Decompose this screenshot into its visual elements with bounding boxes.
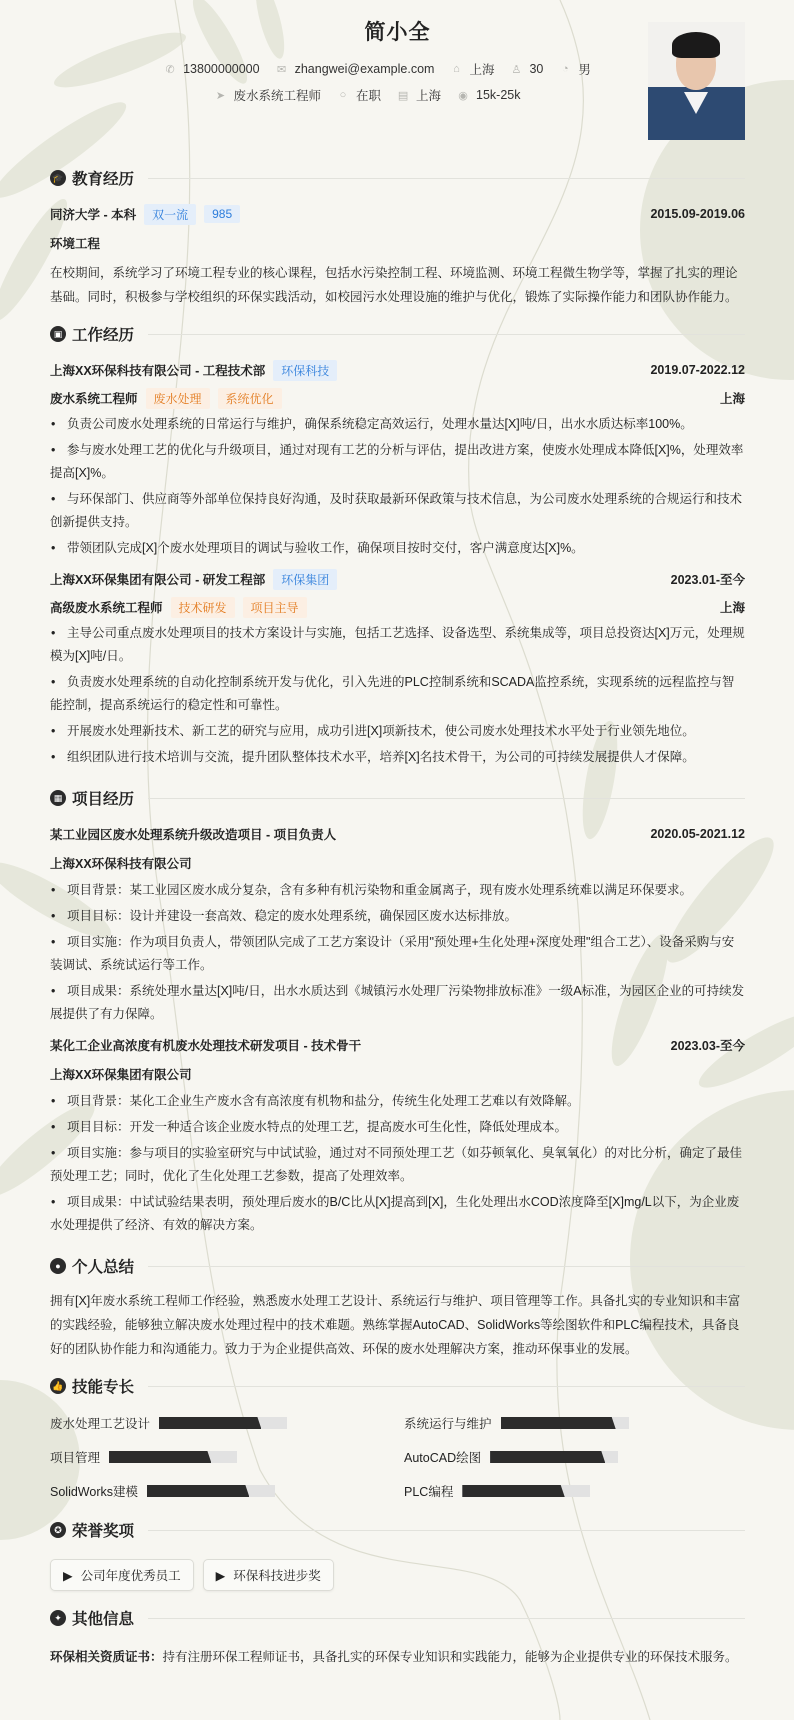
role-tag: 技术研发 (171, 597, 235, 618)
bullet-item: • 开展废水处理新技术、新工艺的研究与应用，成功引进[X]项新技术，使公司废水处理技术水平处于行业领先地位。 (50, 720, 745, 743)
project-company: 上海XX环保集团有限公司 (50, 1068, 192, 1082)
role-tag: 项目主导 (243, 597, 307, 618)
award-label: 公司年度优秀员工 (80, 1569, 181, 1583)
award-item[interactable] (203, 1559, 334, 1591)
work-date: 2023.01-至今 (670, 573, 745, 587)
gender-info (559, 60, 591, 78)
bullet-item: • 项目成果：系统处理水量达[X]吨/日，出水水质达到《城镇污水处理厂污染物排放标准》一级A标准，为园区企业的可持续发展提供了有力保障。 (50, 980, 745, 1026)
bullet-item: • 组织团队进行技术培训与交流，提升团队整体技术水平，培养[X]名技术骨干，为公司的可持续发展提供人才保障。 (50, 746, 745, 769)
city-text: 上海 (416, 89, 442, 103)
education-description: 在校期间，系统学习了环境工程专业的核心课程，包括水污染控制工程、环境监测、环境工程微生物学等，掌握了扎实的理论基础。同时，积极参与学校组织的环保实践活动，如校园污水处理设施的维护与优化，锻炼了实际操作能力和团队协作能力。 (50, 266, 738, 304)
company-tag: 环保科技 (273, 360, 337, 381)
section-summary (50, 1253, 745, 1279)
skill-level-fill (462, 1485, 564, 1497)
contact-row (50, 60, 745, 78)
bullet-item: • 参与废水处理工艺的优化与升级项目，通过对现有工艺的分析与评估，提出改进方案，使废水处理成本降低[X]%，处理效率提高[X]%。 (50, 439, 745, 485)
status-text: 在职 (356, 89, 382, 103)
skill-level-bar (109, 1451, 237, 1463)
company-name: 上海XX环保集团有限公司 - 研发工程部 (50, 573, 266, 587)
resume-header (50, 0, 745, 165)
section-work (50, 321, 745, 347)
education-date: 2015.09-2019.06 (650, 207, 745, 221)
skill-level-bar (159, 1417, 287, 1429)
skill-level-fill (490, 1451, 605, 1463)
skill-name: 项目管理 (50, 1451, 101, 1465)
bullet-item: • 项目目标：设计并建设一套高效、稳定的废水处理系统，确保园区废水达标排放。 (50, 905, 745, 928)
skill-item (404, 1447, 745, 1467)
salary-info (457, 86, 520, 104)
phone-info (164, 60, 259, 78)
building-icon: ▤ (397, 89, 409, 102)
money-icon: ◉ (458, 89, 468, 102)
skill-level-bar (501, 1417, 629, 1429)
skill-name: PLC编程 (404, 1485, 454, 1499)
section-education (50, 165, 745, 191)
other-info (50, 1645, 745, 1669)
skill-item (50, 1413, 404, 1433)
skill-item (404, 1481, 745, 1501)
skill-level-bar (490, 1451, 618, 1463)
age-info (510, 60, 543, 78)
skill-level-fill (109, 1451, 211, 1463)
skill-name: 废水处理工艺设计 (50, 1417, 151, 1431)
email-info (276, 60, 435, 78)
send-icon: ➤ (215, 89, 226, 102)
section-title: 工作经历 (72, 327, 135, 344)
salary-text: 15k-25k (476, 88, 521, 102)
award-label: 环保科技进步奖 (233, 1569, 321, 1583)
skill-level-bar (147, 1485, 275, 1497)
gender-text: 男 (578, 63, 591, 77)
major: 环境工程 (50, 237, 101, 251)
project-bullets (50, 879, 745, 1026)
project-title: 某化工企业高浓度有机废水处理技术研发项目 - 技术骨干 (50, 1039, 362, 1053)
work-bullets (50, 622, 745, 769)
skill-level-fill (147, 1485, 249, 1497)
mail-icon: ✉ (276, 63, 287, 76)
project-item (50, 823, 745, 1026)
location-text: 上海 (469, 63, 495, 77)
section-awards (50, 1517, 745, 1543)
summary-text: 拥有[X]年废水系统工程师工作经验，熟悉废水处理工艺设计、系统运行与维护、项目管理等工作。具备扎实的专业知识和丰富的实践经验，能够独立解决废水处理过程中的技术难题。熟练掌握AutoCAD、SolidWorks等绘图软件和PLC编程技术，具备良好的团队协作能力和沟通能力。致力于为企业提供高效、环保的废水处理解决方案，推动环保事业的发展。 (50, 1294, 741, 1356)
work-item (50, 568, 745, 769)
bullet-item: • 项目背景：某工业园区废水成分复杂，含有多种有机污染物和重金属离子，现有废水处理系统难以满足环保要求。 (50, 879, 745, 902)
project-date: 2023.03-至今 (670, 1039, 745, 1053)
email-text: zhangwei@example.com (294, 62, 435, 76)
education-tag: 985 (204, 205, 240, 223)
section-other (50, 1605, 745, 1631)
skill-level-bar (462, 1485, 590, 1497)
education-row (50, 203, 745, 225)
info-icon: ✦ (50, 1610, 66, 1626)
company-name: 上海XX环保科技有限公司 - 工程技术部 (50, 364, 266, 378)
project-date: 2020.05-2021.12 (650, 827, 745, 841)
skill-item (50, 1481, 404, 1501)
thumbs-up-icon: 👍 (50, 1378, 66, 1394)
work-date: 2019.07-2022.12 (650, 363, 745, 377)
status-info (337, 86, 381, 104)
position-info (214, 86, 321, 104)
briefcase-icon: ▣ (50, 326, 66, 342)
award-item[interactable] (50, 1559, 194, 1591)
location-info (450, 60, 494, 78)
caret-right-icon: ▶ (63, 1568, 73, 1583)
section-projects (50, 785, 745, 811)
home-icon: ⌂ (453, 63, 460, 75)
section-title: 教育经历 (72, 171, 135, 188)
gender-icon: ◔ (562, 63, 569, 75)
awards-list (50, 1559, 745, 1591)
person-icon: ♙ (511, 63, 522, 76)
graduation-cap-icon: 🎓 (50, 170, 66, 186)
skill-level-fill (501, 1417, 616, 1429)
skill-name: SolidWorks建模 (50, 1485, 138, 1499)
section-title: 个人总结 (72, 1259, 135, 1276)
other-label: 环保相关资质证书： (50, 1650, 163, 1664)
city-info (397, 86, 441, 104)
bullet-item: • 与环保部门、供应商等外部单位保持良好沟通，及时获取最新环保政策与技术信息，为公司废水处理系统的合规运行和技术创新提供支持。 (50, 488, 745, 534)
role-tag: 系统优化 (218, 388, 282, 409)
section-title: 技能专长 (72, 1379, 135, 1396)
bullet-item: • 项目成果：中试试验结果表明，预处理后废水的B/C比从[X]提高到[X]，生化处理出水COD浓度降至[X]mg/L以下，为企业废水处理提供了经济、有效的解决方案。 (50, 1191, 745, 1237)
skill-item (50, 1447, 404, 1467)
project-item (50, 1034, 745, 1237)
project-company: 上海XX环保科技有限公司 (50, 857, 192, 871)
job-intention-row (50, 86, 745, 104)
bullet-item: • 带领团队完成[X]个废水处理项目的调试与验收工作，确保项目按时交付，客户满意度达[X]%。 (50, 537, 745, 560)
education-tag: 双一流 (144, 204, 196, 225)
role-tag: 废水处理 (146, 388, 210, 409)
other-text: 持有注册环保工程师证书，具备扎实的环保专业知识和实践能力，能够为企业提供专业的环保技术服务。 (162, 1650, 738, 1664)
position-text: 废水系统工程师 (233, 89, 321, 103)
bullet-item: • 项目目标：开发一种适合该企业废水特点的处理工艺，提高废水可生化性，降低处理成本。 (50, 1116, 745, 1139)
bullet-item: • 主导公司重点废水处理项目的技术方案设计与实施，包括工艺选择、设备选型、系统集成等，项目总投资达[X]万元，处理规模为[X]吨/日。 (50, 622, 745, 668)
work-location: 上海 (719, 392, 745, 406)
section-skills (50, 1373, 745, 1399)
job-role: 废水系统工程师 (50, 392, 138, 406)
medal-icon: ✪ (50, 1522, 66, 1538)
bullet-item: • 项目实施：参与项目的实验室研究与中试试验，通过对不同预处理工艺（如芬顿氧化、臭氧氧化）的对比分析，确定了最佳预处理工艺；同时，优化了生化处理工艺参数，提高了处理效率。 (50, 1142, 745, 1188)
bullet-item: • 项目背景：某化工企业生产废水含有高浓度有机物和盐分，传统生化处理工艺难以有效降解。 (50, 1090, 745, 1113)
caret-right-icon: ▶ (215, 1568, 226, 1583)
phone-text: 13800000000 (183, 62, 260, 76)
job-role: 高级废水系统工程师 (50, 601, 163, 615)
project-bullets (50, 1090, 745, 1237)
grid-icon: ▦ (50, 790, 66, 806)
work-bullets (50, 413, 745, 560)
section-title: 荣誉奖项 (72, 1523, 135, 1540)
user-icon: ● (50, 1258, 66, 1274)
skill-item (404, 1413, 745, 1433)
company-tag: 环保集团 (273, 569, 337, 590)
profile-photo (648, 22, 745, 140)
skill-name: 系统运行与维护 (404, 1417, 492, 1431)
bullet-item: • 负责公司废水处理系统的日常运行与维护，确保系统稳定高效运行，处理水量达[X]吨/日，出水水质达标率100%。 (50, 413, 745, 436)
age-text: 30 (529, 62, 544, 76)
bullet-item: • 负责废水处理系统的自动化控制系统开发与优化，引入先进的PLC控制系统和SCADA监控系统，实现系统的远程监控与智能控制，提高系统运行的稳定性和可靠性。 (50, 671, 745, 717)
skill-name: AutoCAD绘图 (404, 1451, 482, 1465)
school-name: 同济大学 - 本科 (50, 208, 137, 222)
work-item (50, 359, 745, 560)
bullet-item: • 项目实施：作为项目负责人，带领团队完成了工艺方案设计（采用"预处理+生化处理+深度处理"组合工艺）、设备采购与安装调试、系统试运行等工作。 (50, 931, 745, 977)
work-location: 上海 (719, 601, 745, 615)
candidate-name: 简小全 (364, 21, 431, 44)
section-title: 其他信息 (72, 1611, 135, 1628)
status-icon: ○ (339, 89, 347, 101)
section-title: 项目经历 (72, 791, 135, 808)
project-title: 某工业园区废水处理系统升级改造项目 - 项目负责人 (50, 828, 337, 842)
skill-level-fill (159, 1417, 261, 1429)
phone-icon: ✆ (165, 63, 175, 76)
skills-grid (50, 1413, 745, 1501)
